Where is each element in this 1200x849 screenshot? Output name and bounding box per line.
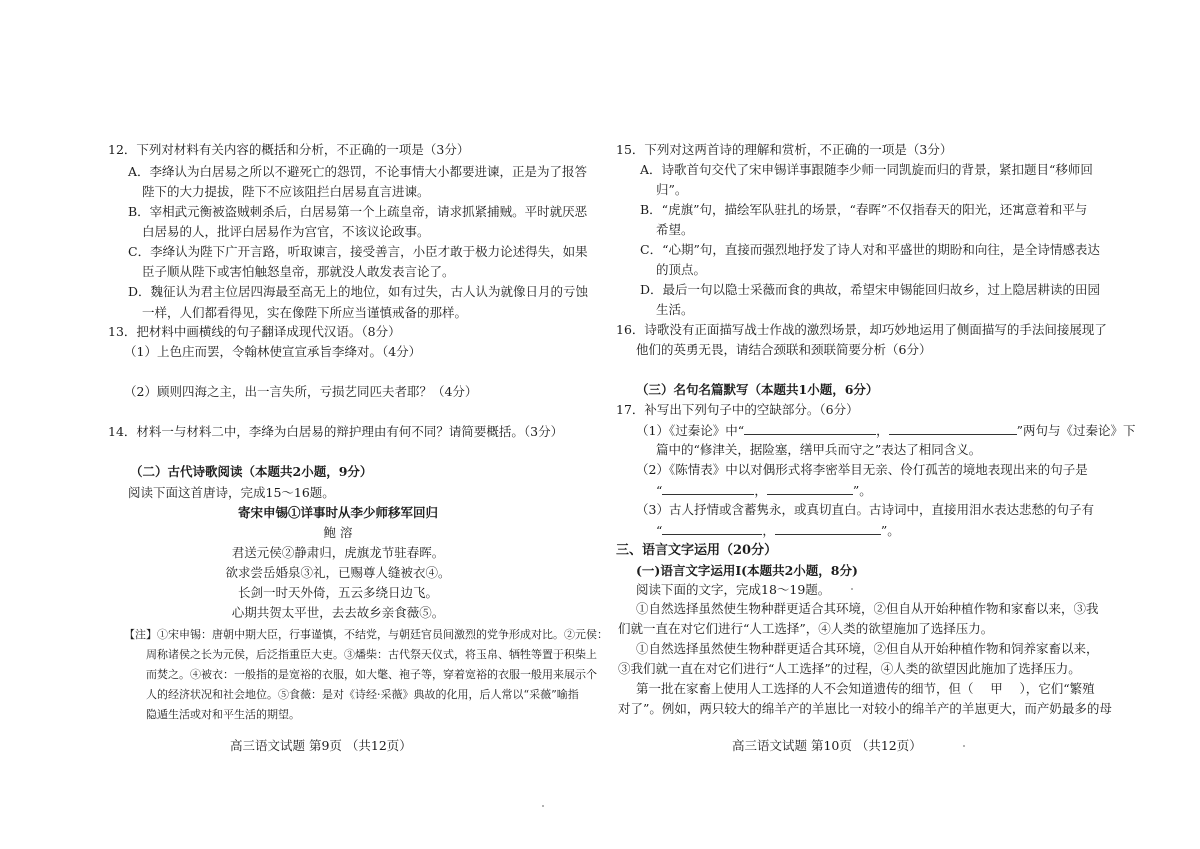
q16-stem: 16．诗歌没有正面描写战士作战的激烈场景，却巧妙地运用了侧面描写的手法间接展现了 xyxy=(616,322,1107,337)
right-page-footer: 高三语文试题 第10页 （共12页） xyxy=(732,738,922,753)
q17-item-2-comma: ， xyxy=(754,483,767,498)
q13-sentence-2: （2）顾则四海之主，出一言失所，亏损艺同匹夫者耶？（4分） xyxy=(124,384,478,399)
poem-line-1: 君送元侯②静肃归，虎旗龙节驻春晖。 xyxy=(231,545,445,560)
q12-option-d-cont: 一样，人们都看得见，实在像陛下所应当谨慎戒备的那样。 xyxy=(142,305,468,320)
q12-option-a: A．李绛认为白居易之所以不避死亡的怨罚，不论事情大小都要进谏，正是为了报答 xyxy=(128,164,588,179)
part-3-sub-heading: (一)语言文字运用Ⅰ(本题共2小题，8分) xyxy=(636,563,858,578)
q15-option-d: D．最后一句以隐士采薇而食的典故，希望宋申锡能回归故乡，过上隐居耕读的田园 xyxy=(640,282,1101,297)
q17-item-1-comma: ， xyxy=(876,423,889,438)
poem-title: 寄宋申锡①详事时从李少师移军回归 xyxy=(237,505,438,520)
part-3-intro: 阅读下面的文字，完成18～19题。 xyxy=(636,582,831,597)
q12-option-b: B．宰相武元衡被盗贼刺杀后，白居易第一个上疏皇帝，请求抓紧捕贼。平时就厌恶 xyxy=(128,204,588,219)
q14-stem: 14．材料一与材料二中，李绛为白居易的辩护理由有何不同？请简要概括。（3分） xyxy=(108,424,564,439)
q13-sentence-1: （1）上色庄而罢，令翰林使宣宣承旨李绛对。（4分） xyxy=(124,344,422,359)
q17-item-3-open: “ xyxy=(656,523,663,538)
q17-item-1-cont: 篇中的“修津关，据险塞，缮甲兵而守之”表达了相同含义。 xyxy=(656,442,982,457)
poem-note-1: 【注】①宋申锡：唐朝中期大臣，行事谨慎，不结党，与朝廷官员间激烈的党争形成对比。②元侯： xyxy=(124,628,608,641)
passage-line-6: 对了”。例如，两只较大的绵羊产的羊崽比一对较小的绵羊产的羊崽更大，而产奶最多的母 xyxy=(618,701,1112,716)
q17-item-3-answer xyxy=(656,522,900,539)
q16-stem-cont: 他们的英勇无畏，请结合颈联和颈联简要分析（6分） xyxy=(636,342,932,357)
part-3-heading: 三、语言文字运用（20分） xyxy=(616,543,778,558)
q12-option-b-cont: 白居易的人，批评白居易作为宫官，不该议论政事。 xyxy=(142,224,430,239)
poem-line-3: 长剑一时天外倚，五云多绕日边飞。 xyxy=(237,585,438,600)
q15-option-b-cont: 希望。 xyxy=(656,222,694,237)
section-3-heading: （三）名句名篇默写（本题共1小题，6分） xyxy=(636,382,879,397)
q17-item-3: （3）古人抒情或含蓄隽永，或真切直白。古诗词中，直接用泪水表达悲愁的句子有 xyxy=(636,502,1094,517)
q17-item-2-close: ”。 xyxy=(852,483,872,498)
poem-note-2: 周称诸侯之长为元侯，后泛指重臣大吏。③燔柴：古代祭天仪式，将玉帛、牺牲等置于积柴上 xyxy=(146,648,597,661)
section-2-intro: 阅读下面这首唐诗，完成15～16题。 xyxy=(128,485,335,500)
q17-item-2-answer xyxy=(656,482,872,499)
passage-line-5 xyxy=(636,681,1095,697)
q12-option-c-cont: 臣子顺从陛下或害怕触怒皇帝，那就没人敢发表言论了。 xyxy=(142,264,455,279)
passage-line-2: 们就一直在对它们进行“人工选择”，④人类的欲望施加了选择压力。 xyxy=(618,621,994,636)
q15-stem: 15．下列对这两首诗的理解和赏析，不正确的一项是（3分） xyxy=(616,142,953,157)
q15-option-c-cont: 的顶点。 xyxy=(656,262,707,277)
q17-item-1 xyxy=(636,422,1136,439)
q12-option-a-cont: 陛下的大力提拔，陛下不应该阻拦白居易直言进谏。 xyxy=(142,184,430,199)
passage-line-5-c: ），它们“繁殖 xyxy=(1019,681,1095,696)
q12-option-d: D．魏征认为君主位居四海最至高无上的地位，如有过失，古人认为就像日月的亏蚀 xyxy=(128,284,589,299)
q17-item-3-close: ”。 xyxy=(880,523,900,538)
poem-line-2: 欲求尝岳婚泉③礼，已赐尊人缝被衣④。 xyxy=(225,565,451,580)
passage-line-4: ③我们就一直在对它们进行“人工选择”的过程，④人类的欲望因此施加了选择压力。 xyxy=(618,661,1081,676)
q17-item-1-prefix: （1）《过秦论》中“ xyxy=(636,423,745,438)
poem-note-5: 隐遁生活或对和平生活的期望。 xyxy=(146,708,300,721)
q17-blank-4[interactable] xyxy=(767,482,853,495)
left-page-footer: 高三语文试题 第9页 （共12页） xyxy=(230,738,412,753)
q17-item-3-comma: ， xyxy=(762,523,775,538)
q17-blank-2[interactable] xyxy=(889,422,1017,435)
q17-item-1-suffix: ”两句与《过秦论》下 xyxy=(1016,423,1136,438)
q17-blank-6[interactable] xyxy=(775,522,881,535)
scan-speck xyxy=(851,588,853,590)
poem-line-4: 心期共贺太平世，去去故乡亲食薇⑤。 xyxy=(231,605,445,620)
passage-line-3: ①自然选择虽然使生物种群更适合其环境，②但自从开始种植作物和饲养家畜以来， xyxy=(636,641,1099,656)
q15-option-d-cont: 生活。 xyxy=(656,302,694,317)
section-2-heading: （二）古代诗歌阅读（本题共2小题，9分） xyxy=(130,464,373,479)
q17-blank-1[interactable] xyxy=(744,422,876,435)
passage-line-1: ①自然选择虽然使生物种群更适合其环境，②但自从开始种植作物和家畜以来，③我 xyxy=(636,601,1099,616)
q17-item-2: （2）《陈情表》中以对偶形式将李密举目无亲、伶仃孤苦的境地表现出来的句子是 xyxy=(636,462,1088,477)
q13-stem: 13．把材料中画横线的句子翻译成现代汉语。（8分） xyxy=(108,324,401,339)
q17-blank-3[interactable] xyxy=(662,482,754,495)
poem-note-4: 人的经济状况和社会地位。⑤食薇：是对《诗经·采薇》典故的化用，后人常以“采薇”喻指 xyxy=(146,688,579,701)
poem-author: 鲍 溶 xyxy=(323,525,353,540)
blank-jia[interactable]: 甲 xyxy=(990,681,1003,696)
passage-line-5-a: 第一批在家畜上使用人工选择的人不会知道遗传的细节，但（ xyxy=(636,681,974,696)
scan-speck xyxy=(963,745,965,747)
q12-option-c: C．李绛认为陛下广开言路，听取谏言，接受善言，小臣才敢于极力论述得失，如果 xyxy=(128,244,588,259)
poem-note-3: 而焚之。④被衣：一般指的是宽裕的衣服，如大氅、袍子等，穿着宽裕的衣服一般用来展示个 xyxy=(146,668,597,681)
q12-stem: 12．下列对材料有关内容的概括和分析，不正确的一项是（3分） xyxy=(108,142,470,157)
q17-item-2-open: “ xyxy=(656,483,663,498)
q15-option-b: B．“虎旗”句，描绘军队驻扎的场景，“春晖”不仅指春天的阳光，还寓意着和平与 xyxy=(640,202,1088,217)
q17-blank-5[interactable] xyxy=(662,522,762,535)
q15-option-a: A．诗歌首句交代了宋申锡详事跟随李少师一同凯旋而归的背景，紧扣题目“移师回 xyxy=(640,162,1093,177)
q17-stem: 17．补写出下列句子中的空缺部分。（6分） xyxy=(616,402,859,417)
q15-option-c: C．“心期”句，直接而强烈地抒发了诗人对和平盛世的期盼和向往，是全诗情感表达 xyxy=(640,242,1100,257)
scan-speck xyxy=(542,805,544,807)
q15-option-a-cont: 归”。 xyxy=(656,182,688,197)
